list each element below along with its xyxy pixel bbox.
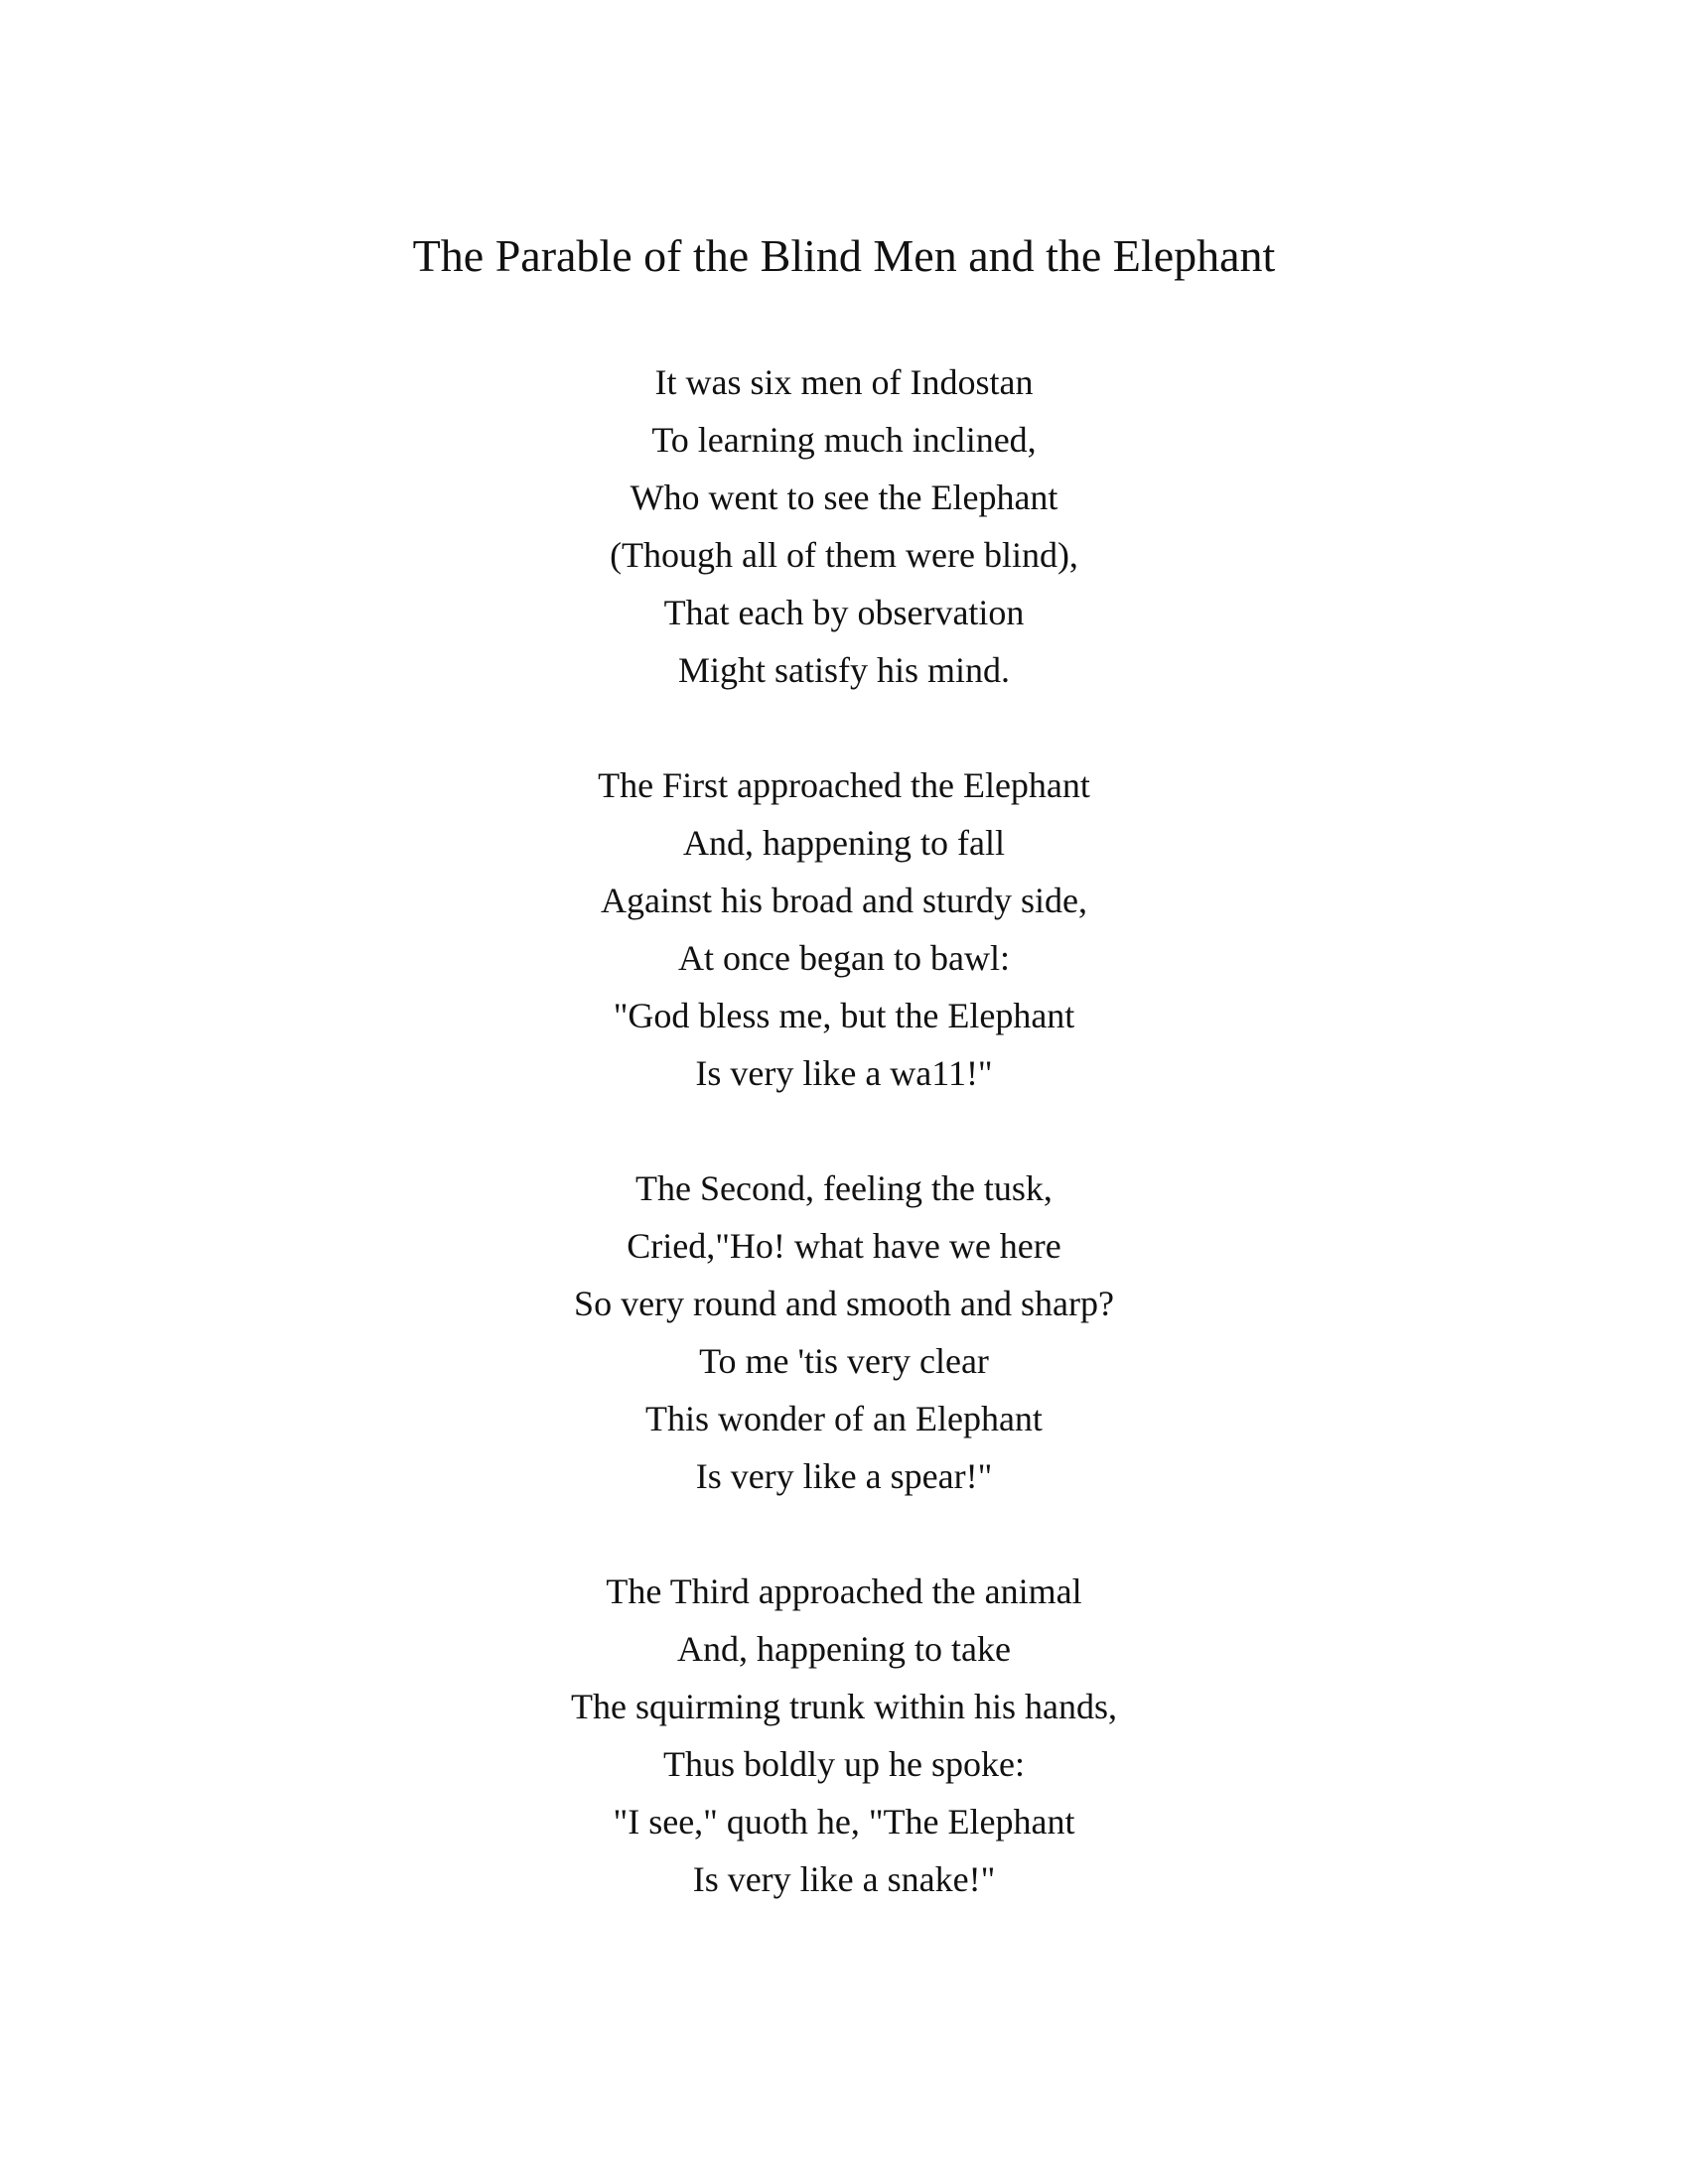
stanza-2 (0, 756, 1688, 1102)
poem-line: And, happening to fall (683, 823, 1005, 863)
poem-line: Is very like a snake!" (692, 1859, 996, 1899)
stanza-4 (0, 1563, 1688, 1908)
poem-line: The First approached the Elephant (598, 765, 1090, 805)
poem-line: Is very like a wa11!" (695, 1053, 993, 1093)
poem-line: Thus boldly up he spoke: (663, 1744, 1025, 1784)
poem-line: Might satisfy his mind. (677, 650, 1011, 690)
poem-line: Is very like a spear!" (695, 1456, 993, 1496)
poem-line: And, happening to take (677, 1629, 1011, 1669)
poem-line: Cried,"Ho! what have we here (627, 1226, 1061, 1266)
poem-line: To me 'tis very clear (699, 1341, 989, 1381)
poem-line: Who went to see the Elephant (630, 478, 1058, 517)
poem-line: The Second, feeling the tusk, (635, 1168, 1053, 1208)
poem-line: To learning much inclined, (651, 420, 1037, 460)
stanza-3 (0, 1160, 1688, 1505)
poem-line: The Third approached the animal (606, 1571, 1082, 1611)
poem-line: "I see," quoth he, "The Elephant (613, 1802, 1075, 1842)
poem-body (0, 353, 1688, 1908)
poem-line: (Though all of them were blind), (610, 535, 1078, 575)
poem-title: The Parable of the Blind Men and the Elephant (412, 230, 1276, 281)
poem-line: Against his broad and sturdy side, (601, 881, 1087, 920)
poem-line: "God bless me, but the Elephant (613, 996, 1075, 1035)
poem-line: So very round and smooth and sharp? (574, 1284, 1114, 1323)
poem-line: It was six men of Indostan (654, 362, 1034, 402)
poem-line: That each by observation (663, 593, 1025, 632)
poem-line: The squirming trunk within his hands, (571, 1687, 1117, 1726)
poem-line: This wonder of an Elephant (645, 1399, 1043, 1438)
poem-line: At once began to bawl: (678, 938, 1010, 978)
stanza-1 (0, 353, 1688, 699)
